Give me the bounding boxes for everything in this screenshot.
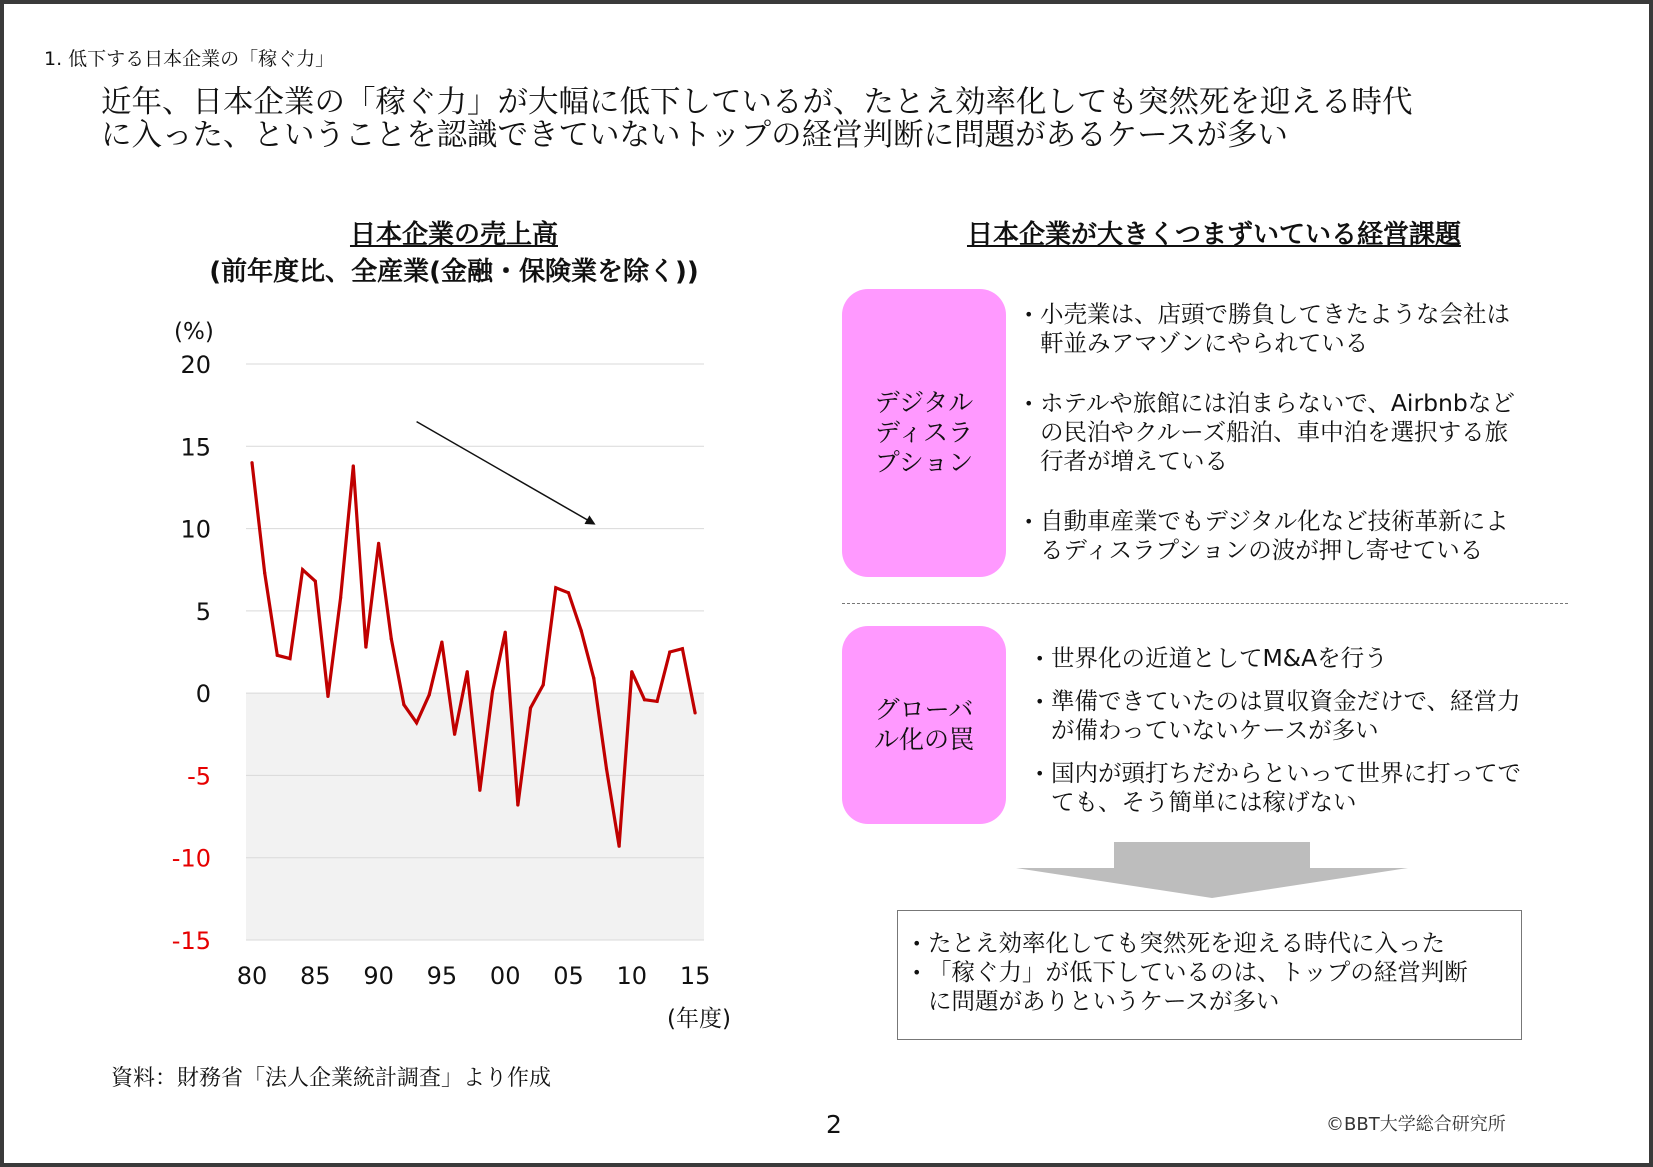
x-axis-label: (年度) bbox=[667, 1006, 731, 1032]
data-point bbox=[440, 641, 443, 644]
digital-disruption-bullets bbox=[1024, 300, 1584, 596]
data-point bbox=[453, 733, 456, 736]
bullet-item bbox=[1035, 644, 1595, 673]
data-point bbox=[288, 657, 291, 660]
data-point bbox=[605, 767, 608, 770]
category-line: グローバ bbox=[874, 695, 974, 724]
y-tick-labels bbox=[172, 351, 211, 955]
bullet-line: • 小売業は、店頭で勝負してきたような会社は bbox=[1040, 300, 1510, 328]
data-point bbox=[402, 703, 405, 706]
source-note: 資料：財務省「法人企業統計調査」より作成 bbox=[111, 1066, 552, 1091]
data-point bbox=[567, 591, 570, 594]
data-point bbox=[415, 721, 418, 724]
category-line: デジタル bbox=[874, 388, 974, 417]
data-point bbox=[542, 683, 545, 686]
x-tick-label: 80 bbox=[236, 962, 268, 990]
data-point bbox=[504, 631, 507, 634]
data-point bbox=[643, 698, 646, 701]
bullet-item bbox=[1024, 300, 1584, 358]
page-number: 2 bbox=[826, 1110, 842, 1139]
bullet-line: • 世界化の近道としてM&Aを行う bbox=[1051, 644, 1388, 672]
headline-line-2: に入った、ということを認識できていないトップの経営判断に問題があるケースが多い bbox=[101, 118, 1289, 153]
down-arrow-icon bbox=[1016, 842, 1416, 902]
data-point bbox=[516, 803, 519, 806]
conclusion-line: に問題がありというケースが多い bbox=[928, 987, 1280, 1015]
x-tick-labels bbox=[237, 962, 711, 990]
data-point bbox=[618, 845, 621, 848]
bullet-item bbox=[1024, 389, 1584, 476]
conclusion-line: • 「稼ぐ力」が低下しているのは、トップの経営判断 bbox=[928, 958, 1468, 986]
bullet-line: の民泊やクルーズ船泊、車中泊を選択する旅 bbox=[1040, 418, 1509, 446]
y-tick-label: 20 bbox=[180, 351, 211, 379]
data-point bbox=[314, 580, 317, 583]
x-tick-label: 10 bbox=[616, 962, 648, 990]
y-axis-label: (%) bbox=[174, 319, 214, 345]
x-tick-label: 15 bbox=[679, 962, 711, 990]
data-point bbox=[681, 647, 684, 650]
y-tick-label: -15 bbox=[171, 927, 211, 955]
data-point bbox=[301, 568, 304, 571]
bullet-line: • 準備できていたのは買収資金だけで、経営力 bbox=[1051, 687, 1521, 715]
data-point bbox=[428, 693, 431, 696]
data-point bbox=[339, 596, 342, 599]
trend-arrow bbox=[417, 422, 594, 524]
conclusion-line: • たとえ効率化しても突然死を迎える時代に入った bbox=[928, 929, 1445, 957]
y-tick-label: 5 bbox=[195, 597, 211, 626]
x-tick-label: 00 bbox=[489, 962, 521, 990]
bullet-line: 軒並みアマゾンにやられている bbox=[1040, 329, 1369, 357]
x-tick-label: 05 bbox=[553, 962, 584, 990]
copyright: ©BBT大学総合研究所 bbox=[1326, 1114, 1506, 1135]
data-point bbox=[580, 629, 583, 632]
category-digital-disruption bbox=[842, 289, 1006, 577]
y-tick-label: -10 bbox=[171, 844, 211, 873]
issues-title: 日本企業が大きくつまずいている経営課題 bbox=[966, 220, 1461, 250]
category-line: ディスラ bbox=[874, 418, 973, 447]
data-point bbox=[656, 700, 659, 703]
section-divider bbox=[842, 603, 1568, 604]
globalization-trap-bullets bbox=[1035, 644, 1595, 831]
bullet-item bbox=[1024, 507, 1584, 565]
slide bbox=[4, 4, 1649, 1163]
x-tick-label: 90 bbox=[363, 962, 394, 990]
y-tick-label: -5 bbox=[187, 762, 211, 791]
bullet-item bbox=[1035, 687, 1595, 745]
data-point bbox=[668, 650, 671, 653]
y-tick-label: 10 bbox=[180, 515, 211, 544]
bullet-line: 行者が増えている bbox=[1040, 447, 1228, 475]
data-point bbox=[466, 670, 469, 673]
data-point bbox=[554, 586, 557, 589]
category-line: ル化の罠 bbox=[873, 725, 974, 754]
data-point bbox=[352, 464, 355, 467]
bullet-line: • ホテルや旅館には泊まらないで、Airbnbなど bbox=[1040, 389, 1515, 417]
conclusion-item bbox=[912, 958, 1509, 1016]
data-point bbox=[630, 670, 633, 673]
bullet-line: が備わっていないケースが多い bbox=[1051, 716, 1379, 744]
x-tick-label: 95 bbox=[426, 962, 458, 990]
data-point bbox=[377, 542, 380, 545]
y-tick-label: 0 bbox=[195, 680, 211, 709]
y-tick-label: 15 bbox=[180, 433, 211, 462]
bullet-line: • 自動車産業でもデジタル化など技術革新によ bbox=[1040, 507, 1509, 535]
data-point bbox=[694, 711, 697, 714]
section-label: 1. 低下する日本企業の「稼ぐ力」 bbox=[44, 48, 335, 70]
data-point bbox=[250, 461, 253, 464]
category-line: プション bbox=[874, 448, 974, 477]
chart-subtitle: (前年度比、全産業(金融・保険業を除く)) bbox=[209, 257, 699, 287]
data-point bbox=[263, 571, 266, 574]
sales-line-chart bbox=[4, 4, 804, 1054]
data-point bbox=[326, 695, 329, 698]
headline-line-1: 近年、日本企業の「稼ぐ力」が大幅に低下しているが、たとえ効率化しても突然死を迎える時代 bbox=[101, 85, 1413, 120]
chart-title: 日本企業の売上高 bbox=[349, 220, 558, 250]
data-point bbox=[491, 690, 494, 693]
data-point bbox=[478, 789, 481, 792]
data-point bbox=[364, 645, 367, 648]
bullet-line: ても、そう簡単には稼げない bbox=[1051, 788, 1357, 816]
bullet-line: • 国内が頭打ちだからといって世界に打ってで bbox=[1051, 759, 1521, 787]
data-point bbox=[529, 706, 532, 709]
category-globalization-trap bbox=[842, 626, 1006, 824]
bullet-line: るディスラプションの波が押し寄せている bbox=[1040, 536, 1484, 564]
conclusion-item bbox=[912, 929, 1509, 958]
bullet-item bbox=[1035, 759, 1595, 817]
data-point bbox=[390, 637, 393, 640]
x-tick-label: 85 bbox=[300, 962, 331, 990]
conclusion-box bbox=[897, 910, 1522, 1040]
data-point bbox=[592, 677, 595, 680]
data-point bbox=[276, 654, 279, 657]
